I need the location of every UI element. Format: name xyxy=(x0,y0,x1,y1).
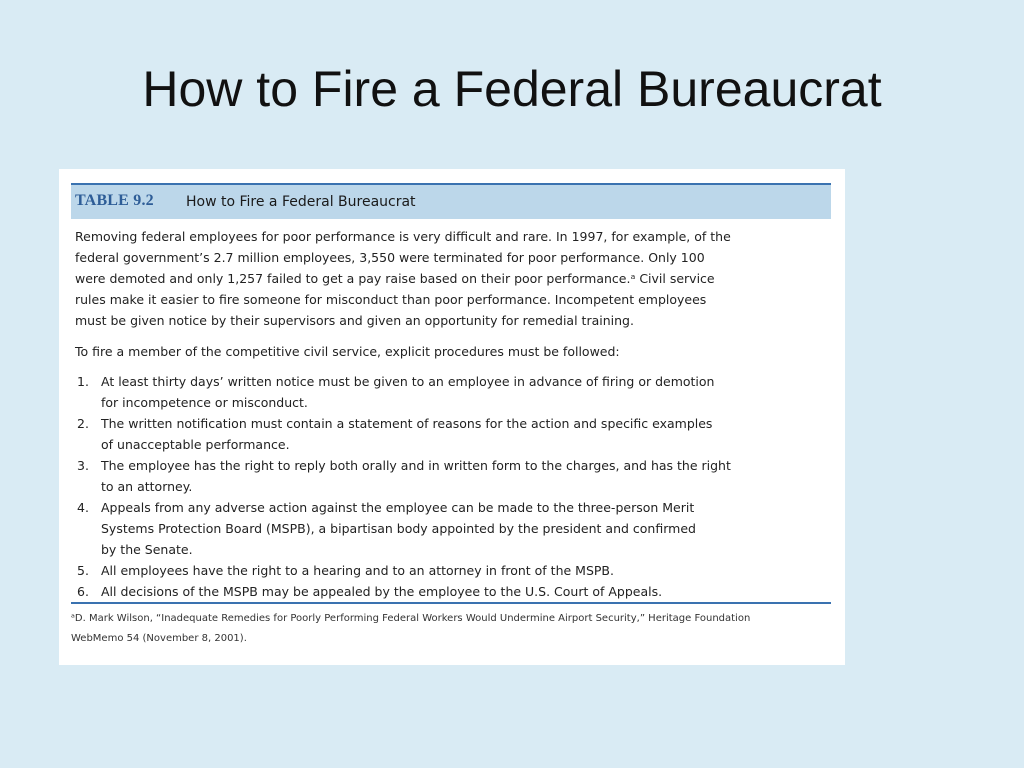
list-item xyxy=(75,560,831,581)
list-item-line: Systems Protection Board (MSPB), a bipartisan body appointed by the president and confirmed xyxy=(101,521,696,536)
list-item-line: The employee has the right to reply both orally and in written form to the charges, and has the right xyxy=(101,458,731,473)
table-footnote xyxy=(71,609,831,649)
intro-line: Removing federal employees for poor performance is very difficult and rare. In 1997, for example, of the xyxy=(75,229,731,244)
intro-line: must be given notice by their supervisors and given an opportunity for remedial training. xyxy=(75,313,634,328)
list-item-line: to an attorney. xyxy=(101,479,193,494)
list-item-number: 1. xyxy=(77,374,89,389)
slide-title: How to Fire a Federal Bureaucrat xyxy=(142,61,882,117)
list-item-number: 4. xyxy=(77,500,89,515)
list-item xyxy=(75,497,831,560)
footnote-line: ᵃD. Mark Wilson, “Inadequate Remedies for Poorly Performing Federal Workers Would Undermine Airport Security,” Heritage Foundation xyxy=(71,613,751,624)
list-item-line: All employees have the right to a hearing and to an attorney in front of the MSPB. xyxy=(101,563,614,578)
table-number: TABLE 9.2 xyxy=(75,192,154,209)
list-item-line: by the Senate. xyxy=(101,542,193,557)
list-item xyxy=(75,455,831,497)
list-item-number: 5. xyxy=(77,563,89,578)
list-item-line: of unacceptable performance. xyxy=(101,437,290,452)
list-item xyxy=(75,371,831,413)
table-intro-paragraph xyxy=(75,226,831,331)
list-item-line: All decisions of the MSPB may be appealed by the employee to the U.S. Court of Appeals. xyxy=(101,584,663,599)
list-item-number: 6. xyxy=(77,584,89,599)
table-lead-sentence: To fire a member of the competitive civil service, explicit procedures must be followed: xyxy=(75,344,620,359)
list-item-number: 2. xyxy=(77,416,89,431)
intro-line: rules make it easier to fire someone for misconduct than poor performance. Incompetent employees xyxy=(75,292,707,307)
table-bottom-rule xyxy=(71,602,831,604)
procedure-list xyxy=(75,371,831,602)
footnote-line: WebMemo 54 (November 8, 2001). xyxy=(71,633,247,644)
list-item-line: Appeals from any adverse action against the employee can be made to the three-person Merit xyxy=(101,500,695,515)
list-item xyxy=(75,413,831,455)
table-caption: How to Fire a Federal Bureaucrat xyxy=(186,194,416,210)
intro-line: were demoted and only 1,257 failed to get a pay raise based on their poor performance.ᵃ Civil service xyxy=(75,271,715,286)
list-item xyxy=(75,581,831,602)
table-header xyxy=(71,185,831,219)
intro-line: federal government’s 2.7 million employees, 3,550 were terminated for poor performance. Only 100 xyxy=(75,250,705,265)
table-figure xyxy=(59,169,845,665)
list-item-line: The written notification must contain a statement of reasons for the action and specific examples xyxy=(101,416,713,431)
list-item-number: 3. xyxy=(77,458,89,473)
list-item-line: At least thirty days’ written notice must be given to an employee in advance of firing or demotion xyxy=(101,374,715,389)
list-item-line: for incompetence or misconduct. xyxy=(101,395,308,410)
